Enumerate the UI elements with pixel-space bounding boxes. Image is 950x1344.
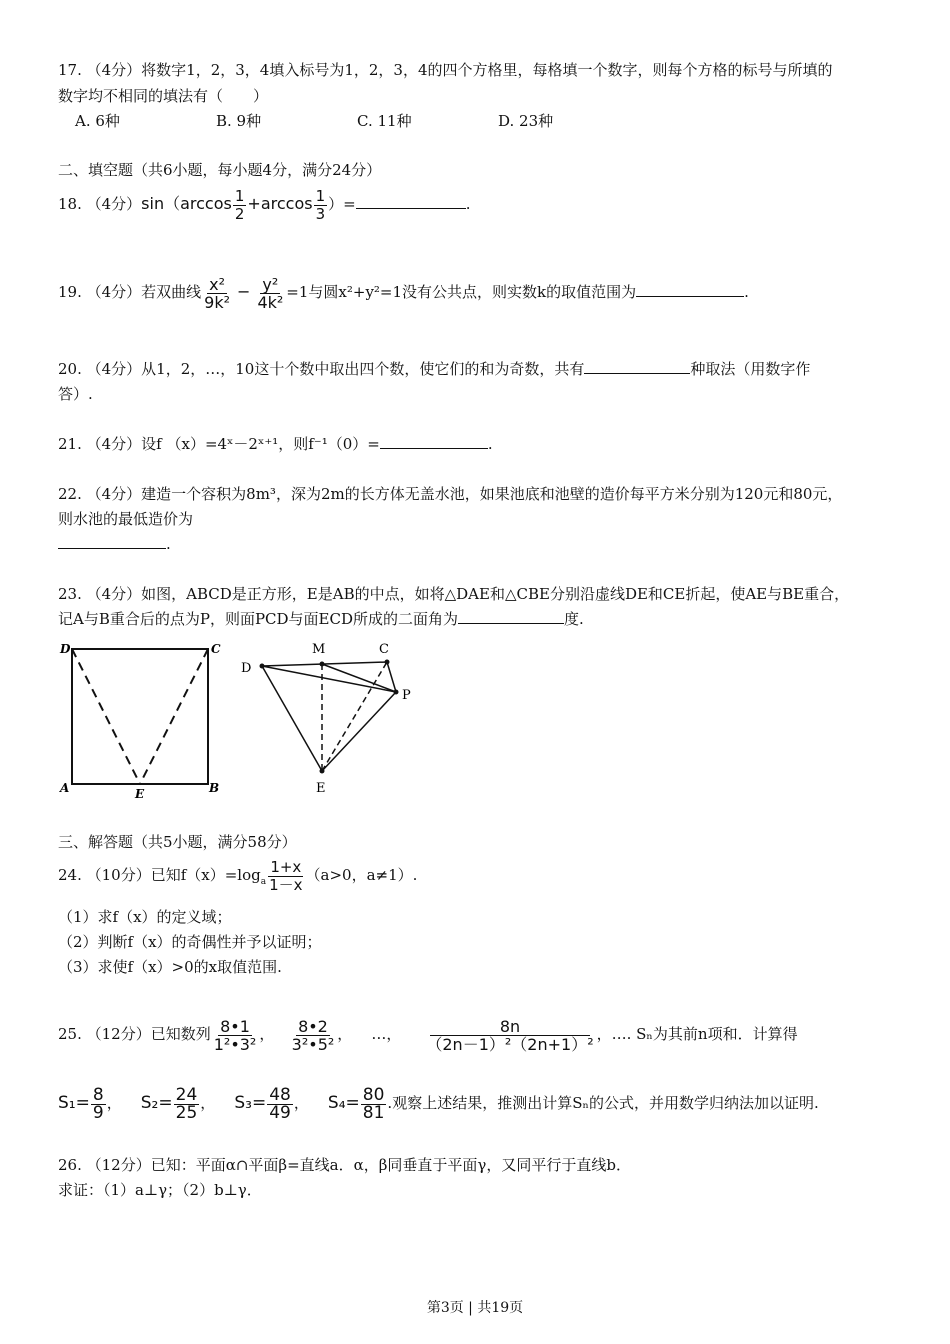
- q19-answer-blank[interactable]: [636, 282, 744, 297]
- label-c: C: [211, 642, 221, 656]
- q19-frac2: $\frac{\text{y²}}{\text{4k²}}$: [257, 274, 284, 312]
- q20-line1: 20. （4分）从1，2，…，10这十个数中取出四个数，使它们的和为奇数，共有 种取法（用数字作: [58, 360, 811, 378]
- fold-line-ce: [140, 649, 208, 784]
- q25-dots: …，: [371, 1025, 402, 1043]
- label-d2: D: [241, 661, 252, 676]
- q25-s2-frac: $\frac{24}{25}$: [175, 1084, 198, 1123]
- q18-frac2: $\frac{1}{3}$: [315, 186, 326, 223]
- label-e: E: [135, 787, 145, 800]
- q18-answer-blank[interactable]: [356, 194, 466, 209]
- q26-line1: 26. （12分）已知：平面α∩平面β=直线a．α，β同垂直于平面γ，又同平行于直线b．: [58, 1156, 631, 1174]
- fold-line-de: [72, 649, 140, 784]
- q23-answer-blank[interactable]: [458, 609, 564, 624]
- q17-line2: 数字均不相同的填法有（ ）: [58, 87, 269, 105]
- q25-s3-frac: $\frac{48}{49}$: [269, 1084, 291, 1123]
- q18-end: .: [465, 195, 471, 213]
- q24-part2: （2）判断f（x）的奇偶性并予以证明；: [58, 933, 322, 951]
- q17-option-c: C. 11种: [357, 112, 412, 130]
- q19-end: .: [744, 283, 749, 301]
- figure-square-abcd: [56, 640, 226, 800]
- q18-suffix: ）=: [328, 195, 356, 213]
- label-c2: C: [379, 642, 389, 657]
- q19-frac1: $\frac{\text{x²}}{\text{9k²}}$: [204, 274, 231, 312]
- q25-sums: S₁= $\frac{8}{9}$ ， S₂= $\frac{24}{25}$ ， S₃= $\frac{48}{49}$ ， S₄= $\frac{80}{81}$ .观察上述结果，推测出计算Sₙ的公式，并用数学归纳法加以证明.: [58, 1084, 819, 1123]
- label-e2: E: [316, 781, 326, 796]
- label-a: A: [60, 781, 70, 795]
- q19: [58, 268, 749, 316]
- q25-term2: $\frac{8•2}{\text{3²•5²}}$: [291, 1016, 335, 1054]
- label-b: B: [209, 781, 220, 795]
- q25-stem: 25. （12分）已知数列 $\frac{8•1}{\text{1²•3²}}$ ， $\frac{8•2}{\text{3²•5²}}$ ， …， $\frac{8n}{\text{（2n－1）²（2n+1）²}}$ ，…. Sₙ为其前n项和．计算得: [58, 1016, 798, 1054]
- q21: 21. （4分）设f （x）=4ˣ－2ˣ⁺¹，则f⁻¹（0）= .: [58, 435, 493, 453]
- q17-option-b: B. 9种: [216, 112, 262, 130]
- q25-term1: $\frac{8•1}{\text{1²•3²}}$: [213, 1016, 257, 1054]
- q21-answer-blank[interactable]: [380, 434, 488, 449]
- q22-answer-blank[interactable]: [58, 534, 166, 549]
- q23-line1: 23. （4分）如图，ABCD是正方形，E是AB的中点，如将△DAE和△CBE分别沿虚线DE和CE折起，使AE与BE重合，: [58, 585, 850, 603]
- q22-line1: 22. （4分）建造一个容积为8m³，深为2m的长方体无盖水池，如果池底和池壁的造价每平方米分别为120元和80元，: [58, 485, 843, 503]
- figure-folded-pyramid: [236, 638, 426, 798]
- q24-frac: $\frac{1+x}{1-x}$: [269, 857, 303, 894]
- section-2-heading: 二、填空题（共6小题，每小题4分，满分24分）: [58, 161, 382, 179]
- q19-prefix: 19. （4分）若双曲线: [58, 283, 202, 301]
- q17-line1: 17. （4分）将数字1，2，3，4填入标号为1，2，3，4的四个方格里，每格填一个数字，则每个方格的标号与所填的: [58, 61, 833, 79]
- label-p: P: [402, 688, 411, 703]
- q24-stem: 24. （10分）已知$f(x)=\log_a$ $\frac{1+x}{1-x}$ （a>0，a≠1）.: [58, 857, 418, 894]
- q19-minus: −: [237, 282, 251, 301]
- q25-s4-frac: $\frac{80}{81}$: [362, 1084, 385, 1123]
- q20-line2: 答）.: [58, 385, 93, 403]
- q25-term-n: $\frac{8n}{\text{（2n－1）²（2n+1）²}}$: [426, 1016, 594, 1054]
- q24-part3: （3）求使f（x）>0的x取值范围.: [58, 958, 282, 976]
- page-footer: 第3页 | 共19页: [426, 1300, 524, 1316]
- q23-line2: 记A与B重合后的点为P，则面PCD与面ECD所成的二面角为 度.: [58, 610, 584, 628]
- label-m: M: [312, 642, 326, 657]
- q17-option-d: D. 23种: [498, 112, 554, 130]
- section-3-heading: 三、解答题（共5小题，满分58分）: [58, 833, 297, 851]
- q25-s1-frac: $\frac{8}{9}$: [92, 1084, 104, 1123]
- q24-log-base: a: [260, 877, 267, 887]
- q18-plus: +arccos: [247, 194, 313, 213]
- q22-line2: 则水池的最低造价为: [58, 510, 194, 528]
- q18-frac1: $\frac{1}{2}$: [234, 186, 245, 223]
- q18: [58, 186, 470, 223]
- q18-prefix: 18. （4分）: [58, 195, 142, 213]
- q20-answer-blank[interactable]: [584, 359, 690, 374]
- q26-line2: 求证：（1）a⊥γ；（2）b⊥γ．: [58, 1181, 262, 1199]
- q19-mid: =1与圆x²+y²=1没有公共点，则实数k的取值范围为: [286, 283, 637, 301]
- q22-line3: .: [58, 534, 171, 554]
- q24-part1: （1）求f（x）的定义域；: [58, 908, 232, 926]
- q17-option-a: A. 6种: [75, 112, 120, 130]
- label-d: D: [60, 642, 71, 656]
- q18-func: sin（arccos: [141, 194, 232, 213]
